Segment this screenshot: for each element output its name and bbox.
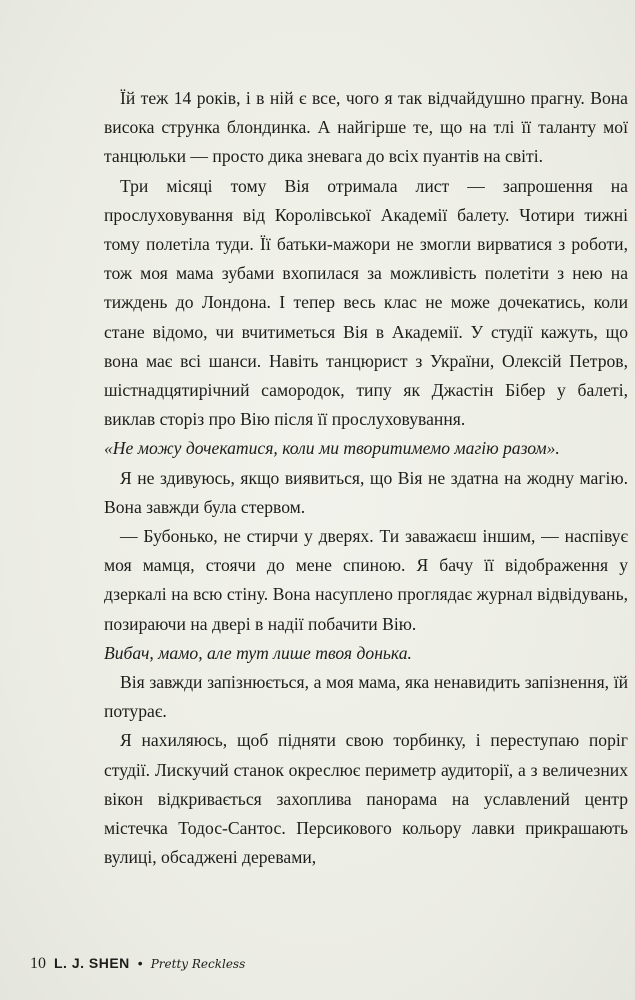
body-text [104,84,628,872]
book-title: Pretty Reckless [150,957,246,971]
author-name: L. J. SHEN [54,955,130,971]
paragraph-5: — Бубонько, не стирчи у дверях. Ти заважаєш іншим, — наспівує моя мамця, стоячи до мене спиною. Я бачу її відображення у дзеркалі на всю стіну. Вона насуплено проглядає журнал відвідувань, позираючи на двері в надії побачити Вію. [104,526,628,634]
footer-separator: • [137,955,143,971]
paragraph-6-thought: Вибач, мамо, але тут лише твоя донька. [104,642,412,663]
paragraph-8: Я нахиляюсь, щоб підняти свою торбинку, і переступаю поріг студії. Лискучий станок окреслює периметр аудиторії, а з величезних вікон відкривається захоплива панорама на уславлений центр містечка Тодос-Сантос. Персикового кольору лавки прикрашають вулиці, обсаджені деревами, [104,730,628,868]
paragraph-7: Вія завжди запізнюється, а моя мама, яка ненавидить запізнення, їй потурає. [104,672,628,722]
running-footer [30,955,245,973]
paragraph-4: Я не здивуюсь, якщо виявиться, що Вія не здатна на жодну магію. Вона завжди була стервом. [104,467,628,517]
page-number: 10 [30,955,46,972]
paragraph-3-quote: «Не можу дочекатися, коли ми творитимемо магію разом». [104,438,560,459]
paragraph-1: Їй теж 14 років, і в ній є все, чого я так відчайдушно прагну. Вона висока струнка блондинка. А найгірше те, що на тлі її таланту мої танцюльки — просто дика зневага до всіх пуантів на світі. [104,88,628,167]
paragraph-2: Три місяці тому Вія отримала лист — запрошення на прослуховування від Королівської Академії балету. Чотири тижні тому полетіла туди. Її батьки-мажори не змогли вирватися з роботи, тож моя мама зубами вхопилася за можливість полетіти з нею на тиждень до Лондона. І тепер весь клас не може дочекатись, коли стане відомо, чи вчитиметься Вія в Академії. У студії кажуть, що вона має всі шанси. Навіть танцюрист з України, Олексій Петров, шістнадцятирічний самородок, типу як Джастін Бібер у балеті, виклав сторіз про Вію після її прослуховування. [104,175,628,430]
